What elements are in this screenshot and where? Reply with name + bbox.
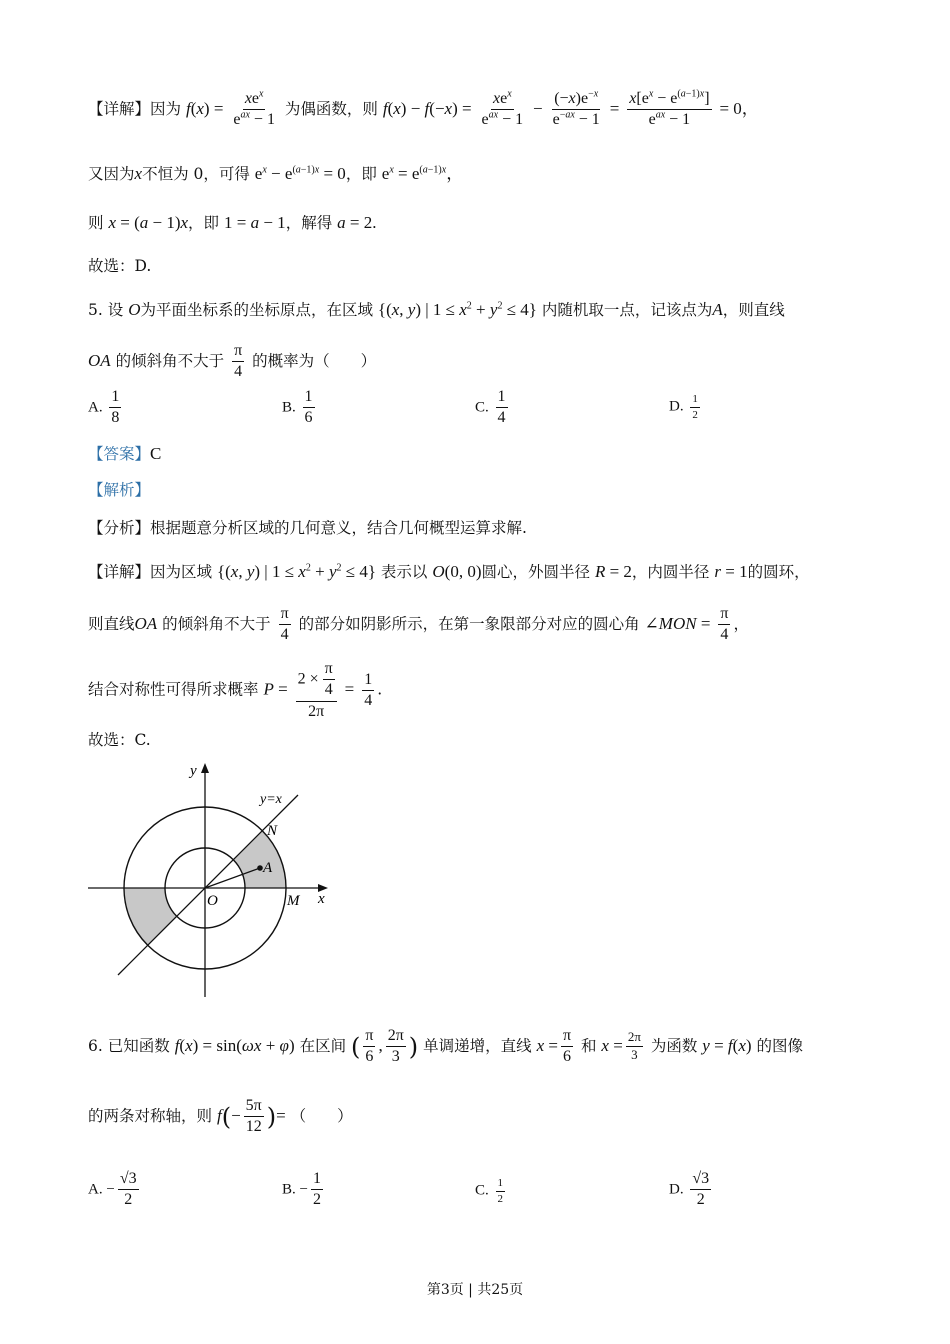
math-region: {(x, y) | $1 \le x^2 + y^2 \le 4$} — [377, 300, 537, 319]
y-axis-arrow — [201, 763, 209, 773]
label-m: M — [287, 893, 300, 909]
analysis-tag: 【解析】 — [88, 481, 151, 499]
detail-tag: 【详解】 — [88, 99, 151, 118]
math-diff: f(x) − f(−x) = — [382, 98, 472, 118]
q5-detail-2: 则直线OA 的倾斜角不大于 $\frac{\pi}{4}$ 的部分如阴影所示，在第一象限部分对应的圆心角 ∠MON = $\frac{\pi}{4}$ ， — [88, 605, 749, 644]
page-footer: 第3页 | 共25页 — [426, 1282, 524, 1298]
q5-detail-3: 结合对称性可得所求概率 P = 2 × $\frac{\pi}{4}$ 2π = $\frac{1}{4}$ . — [88, 660, 383, 720]
q5-answer: 【答案】C — [88, 444, 162, 463]
detail-line-1: 【详解】因为 f(x) = $\frac{xe^x}{e^{ax} - 1}$ 为偶函数，则 f(x) − f(−x) = $\frac{xe^x}{e^{ax} - 1}$ − $\frac{(-x)e^{-x}}{e^{-ax} - 1}$ = $\frac{x[e^x - e^{(a-1)x}]}{e^{ax} - 1}$ = 0， — [88, 88, 759, 129]
shaded-region-q1 — [205, 831, 286, 888]
point-a — [257, 865, 263, 871]
label-y: y — [190, 763, 197, 779]
q5-stem-2: OA 的倾斜角不大于 $\frac{\pi}{4}$ 的概率为（ ） — [88, 342, 377, 381]
q6-stem-2: 的两条对称轴，则 f(− $\frac{5\pi}{12}$ )= （ ） — [88, 1097, 353, 1136]
q5-option-d[interactable]: D. $\frac{1}{2}$ — [669, 393, 698, 421]
label-n: N — [267, 823, 278, 839]
q6-stem-1: 6. 已知函数 f(x) = sin(ωx + φ) 在区间 ( $\frac{\pi}{6}$ , $\frac{2\pi}{3}$ ) 单调递增，直线 x = $\frac{\pi}{6}$ 和 x = $\frac{2\pi}{3}$ 为函数 y = f(x) 的图像 — [88, 1027, 803, 1066]
q5-option-c[interactable]: C. $\frac{1}{4}$ — [475, 388, 506, 427]
detail-line-2: 又因为x不恒为 0，可得 $e^x - e^{(a-1)x} = 0$，即 $e^x = e^{(a-1)x}$， — [88, 164, 464, 183]
q5-detail-1: 【详解】因为区域 {(x, y) | $1 \le x^2 + y^2 \le 4$} 表示以 O(0, 0)圆心，外圆半径 R = 2，内圆半径 r = 1的圆环， — [88, 562, 810, 581]
label-x: x — [318, 891, 325, 907]
shaded-region-q3 — [124, 888, 177, 945]
q6-option-a[interactable]: A. − $\frac{√3}{2}$ — [88, 1170, 137, 1209]
choice-c: 故选：C. — [88, 731, 151, 749]
q5-fenxi: 【分析】根据题意分析区域的几何意义，结合几何概型运算求解. — [88, 519, 527, 537]
answer-tag: 【答案】 — [88, 445, 151, 463]
q5-stem-1: 5. 设 O为平面坐标系的坐标原点，在区域 {(x, y) | $1 \le x^2 + y^2 \le 4$} 内随机取一点，记该点为A，则直线 — [88, 300, 785, 319]
choice-d: 故选：D. — [88, 257, 152, 275]
frac-xex: $\frac{xe^x}{e^{ax} - 1}$ — [233, 88, 275, 129]
q6-option-c[interactable]: C. $\frac{1}{2}$ — [475, 1177, 504, 1205]
q6-option-b[interactable]: B. − $\frac{1}{2}$ — [282, 1170, 321, 1209]
math-fx: f(x) = — [185, 98, 224, 118]
label-a: A — [263, 860, 273, 876]
annulus-figure — [80, 755, 340, 1005]
q5-option-b[interactable]: B. $\frac{1}{6}$ — [282, 388, 313, 427]
label-o: O — [207, 893, 218, 909]
q6-option-d[interactable]: D. $\frac{√3}{2}$ — [669, 1170, 710, 1209]
detail-line-3: 则 x = (a − 1)x，即 1 = a − 1，解得 a = 2. — [88, 213, 377, 232]
label-y-eq-x: y=x — [260, 792, 282, 807]
q5-option-a[interactable]: A. $\frac{1}{8}$ — [88, 388, 120, 427]
